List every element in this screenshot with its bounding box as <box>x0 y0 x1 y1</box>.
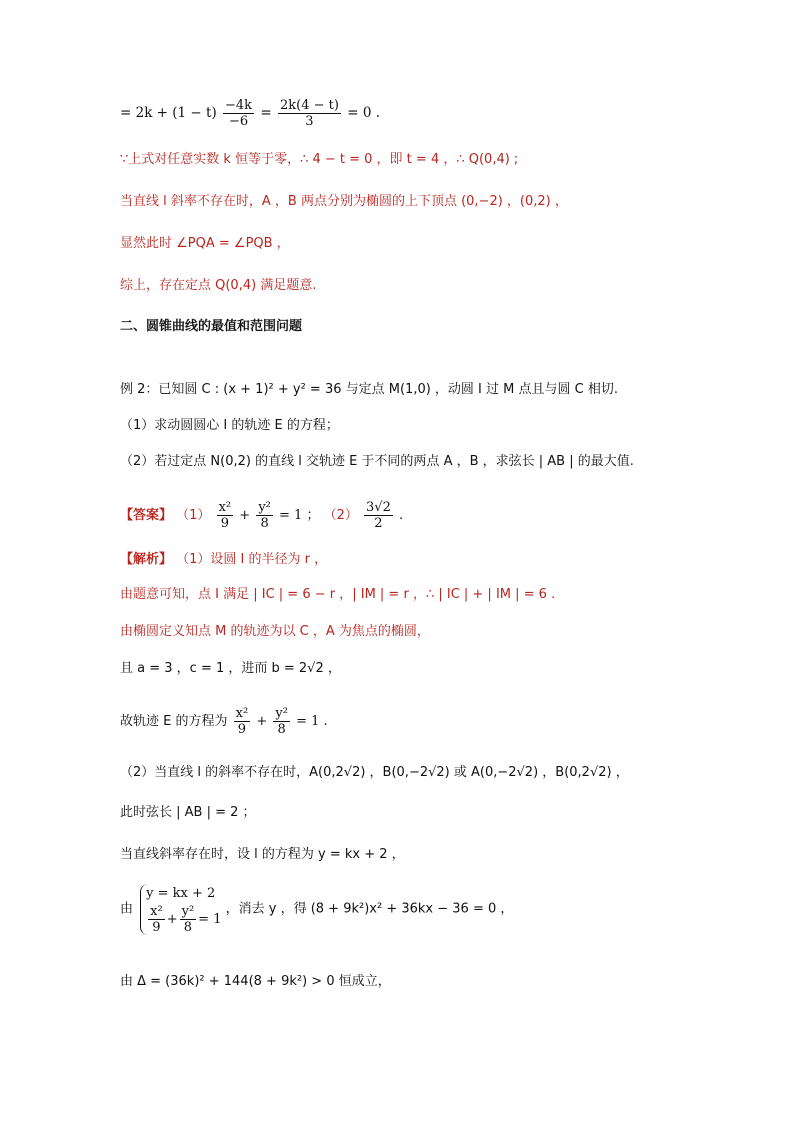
solution-line: 故轨迹 E 的方程为 $\frac{\text{x²}}{9}$ + $\frac{\text{y²}}{8}$ = 1 . <box>120 706 328 737</box>
equation-system: y = kx + 2 $\frac{\text{x²}}{9}$ + $\frac{\text{y²}}{8}$ = 1 <box>140 884 221 935</box>
fraction: $\frac{3√2}{2}$ <box>366 500 391 531</box>
solution-line: 当直线斜率存在时，设 l 的方程为 y = kx + 2 ， <box>120 847 405 862</box>
answer-label: 【答案】 <box>120 508 173 523</box>
solution-line: ∵上式对任意实数 k 恒等于零，∴ 4 − t = 0 ，即 t = 4 ，∴ Q(0,4) ; <box>120 152 519 167</box>
solution-line: 由椭圆定义知点 M 的轨迹为以 C ，A 为焦点的椭圆， <box>120 624 430 639</box>
equation-line: = 2k + (1 − t) $\frac{-4k}{-6}$ = $\frac{2k(4 - t)}{3}$ = 0 . <box>120 98 380 129</box>
fraction: $\frac{-4k}{-6}$ <box>225 98 253 129</box>
question-1: （1）求动圆圆心 I 的轨迹 E 的方程； <box>120 418 339 433</box>
analysis-line: 【解析】 （1）设圆 I 的半径为 r ， <box>120 552 328 567</box>
equation-system-line: 由 y = kx + 2 $\frac{\text{x²}}{9}$ + $\frac{\text{y²}}{8}$ = 1 ，消去 y ，得 (8 + 9k²)x² + 36kx − 36 = 0 ， <box>120 886 514 935</box>
fraction: $\frac{\text{x²}}{9}$ <box>218 500 232 531</box>
fraction: $\frac{\text{y²}}{8}$ <box>275 706 288 737</box>
fraction: $\frac{\text{y²}}{8}$ <box>258 500 271 531</box>
solution-line: 由题意可知，点 I 满足 | IC | = 6 − r ，| IM | = r ，∴ | IC | + | IM | = 6 . <box>120 587 556 602</box>
solution-line: （2）当直线 l 的斜率不存在时，A(0,2√2) ，B(0,−2√2) 或 A(0,−2√2) ，B(0,2√2) ， <box>120 765 629 780</box>
solution-line: 由 Δ = (36k)² + 144(8 + 9k²) > 0 恒成立， <box>120 974 391 989</box>
fraction: $\frac{\text{x²}}{9}$ <box>235 706 249 737</box>
fraction: $\frac{\text{x²}}{9}$ <box>150 904 163 935</box>
question-2: （2）若过定点 N(0,2) 的直线 l 交轨迹 E 于不同的两点 A ，B ，求弦长 | AB | 的最大值. <box>120 454 634 469</box>
solution-line: 当直线 l 斜率不存在时，A ，B 两点分别为椭圆的上下顶点 (0,−2) ，(0,2) ， <box>120 194 568 209</box>
solution-line: 此时弦长 | AB | = 2 ； <box>120 805 256 820</box>
solution-line: 综上，存在定点 Q(0,4) 满足题意. <box>120 278 317 293</box>
solution-line: 显然此时 ∠PQA = ∠PQB ， <box>120 236 290 251</box>
fraction: $\frac{2k(4 - t)}{3}$ <box>279 98 339 129</box>
answer-line: 【答案】 （1） $\frac{\text{x²}}{9}$ + $\frac{\text{y²}}{8}$ = 1 ； （2） $\frac{3√2}{2}$ . <box>120 500 404 531</box>
example-statement: 例 2：已知圆 C : (x + 1)² + y² = 36 与定点 M(1,0) ，动圆 I 过 M 点且与圆 C 相切. <box>120 382 618 397</box>
fraction: $\frac{\text{y²}}{8}$ <box>181 904 195 935</box>
analysis-label: 【解析】 <box>120 552 173 567</box>
section-heading: 二、圆锥曲线的最值和范围问题 <box>120 319 303 334</box>
equation-text: = 2k + (1 − t) <box>120 105 217 121</box>
solution-line: 且 a = 3 ，c = 1 ，进而 b = 2√2 ， <box>120 661 341 676</box>
